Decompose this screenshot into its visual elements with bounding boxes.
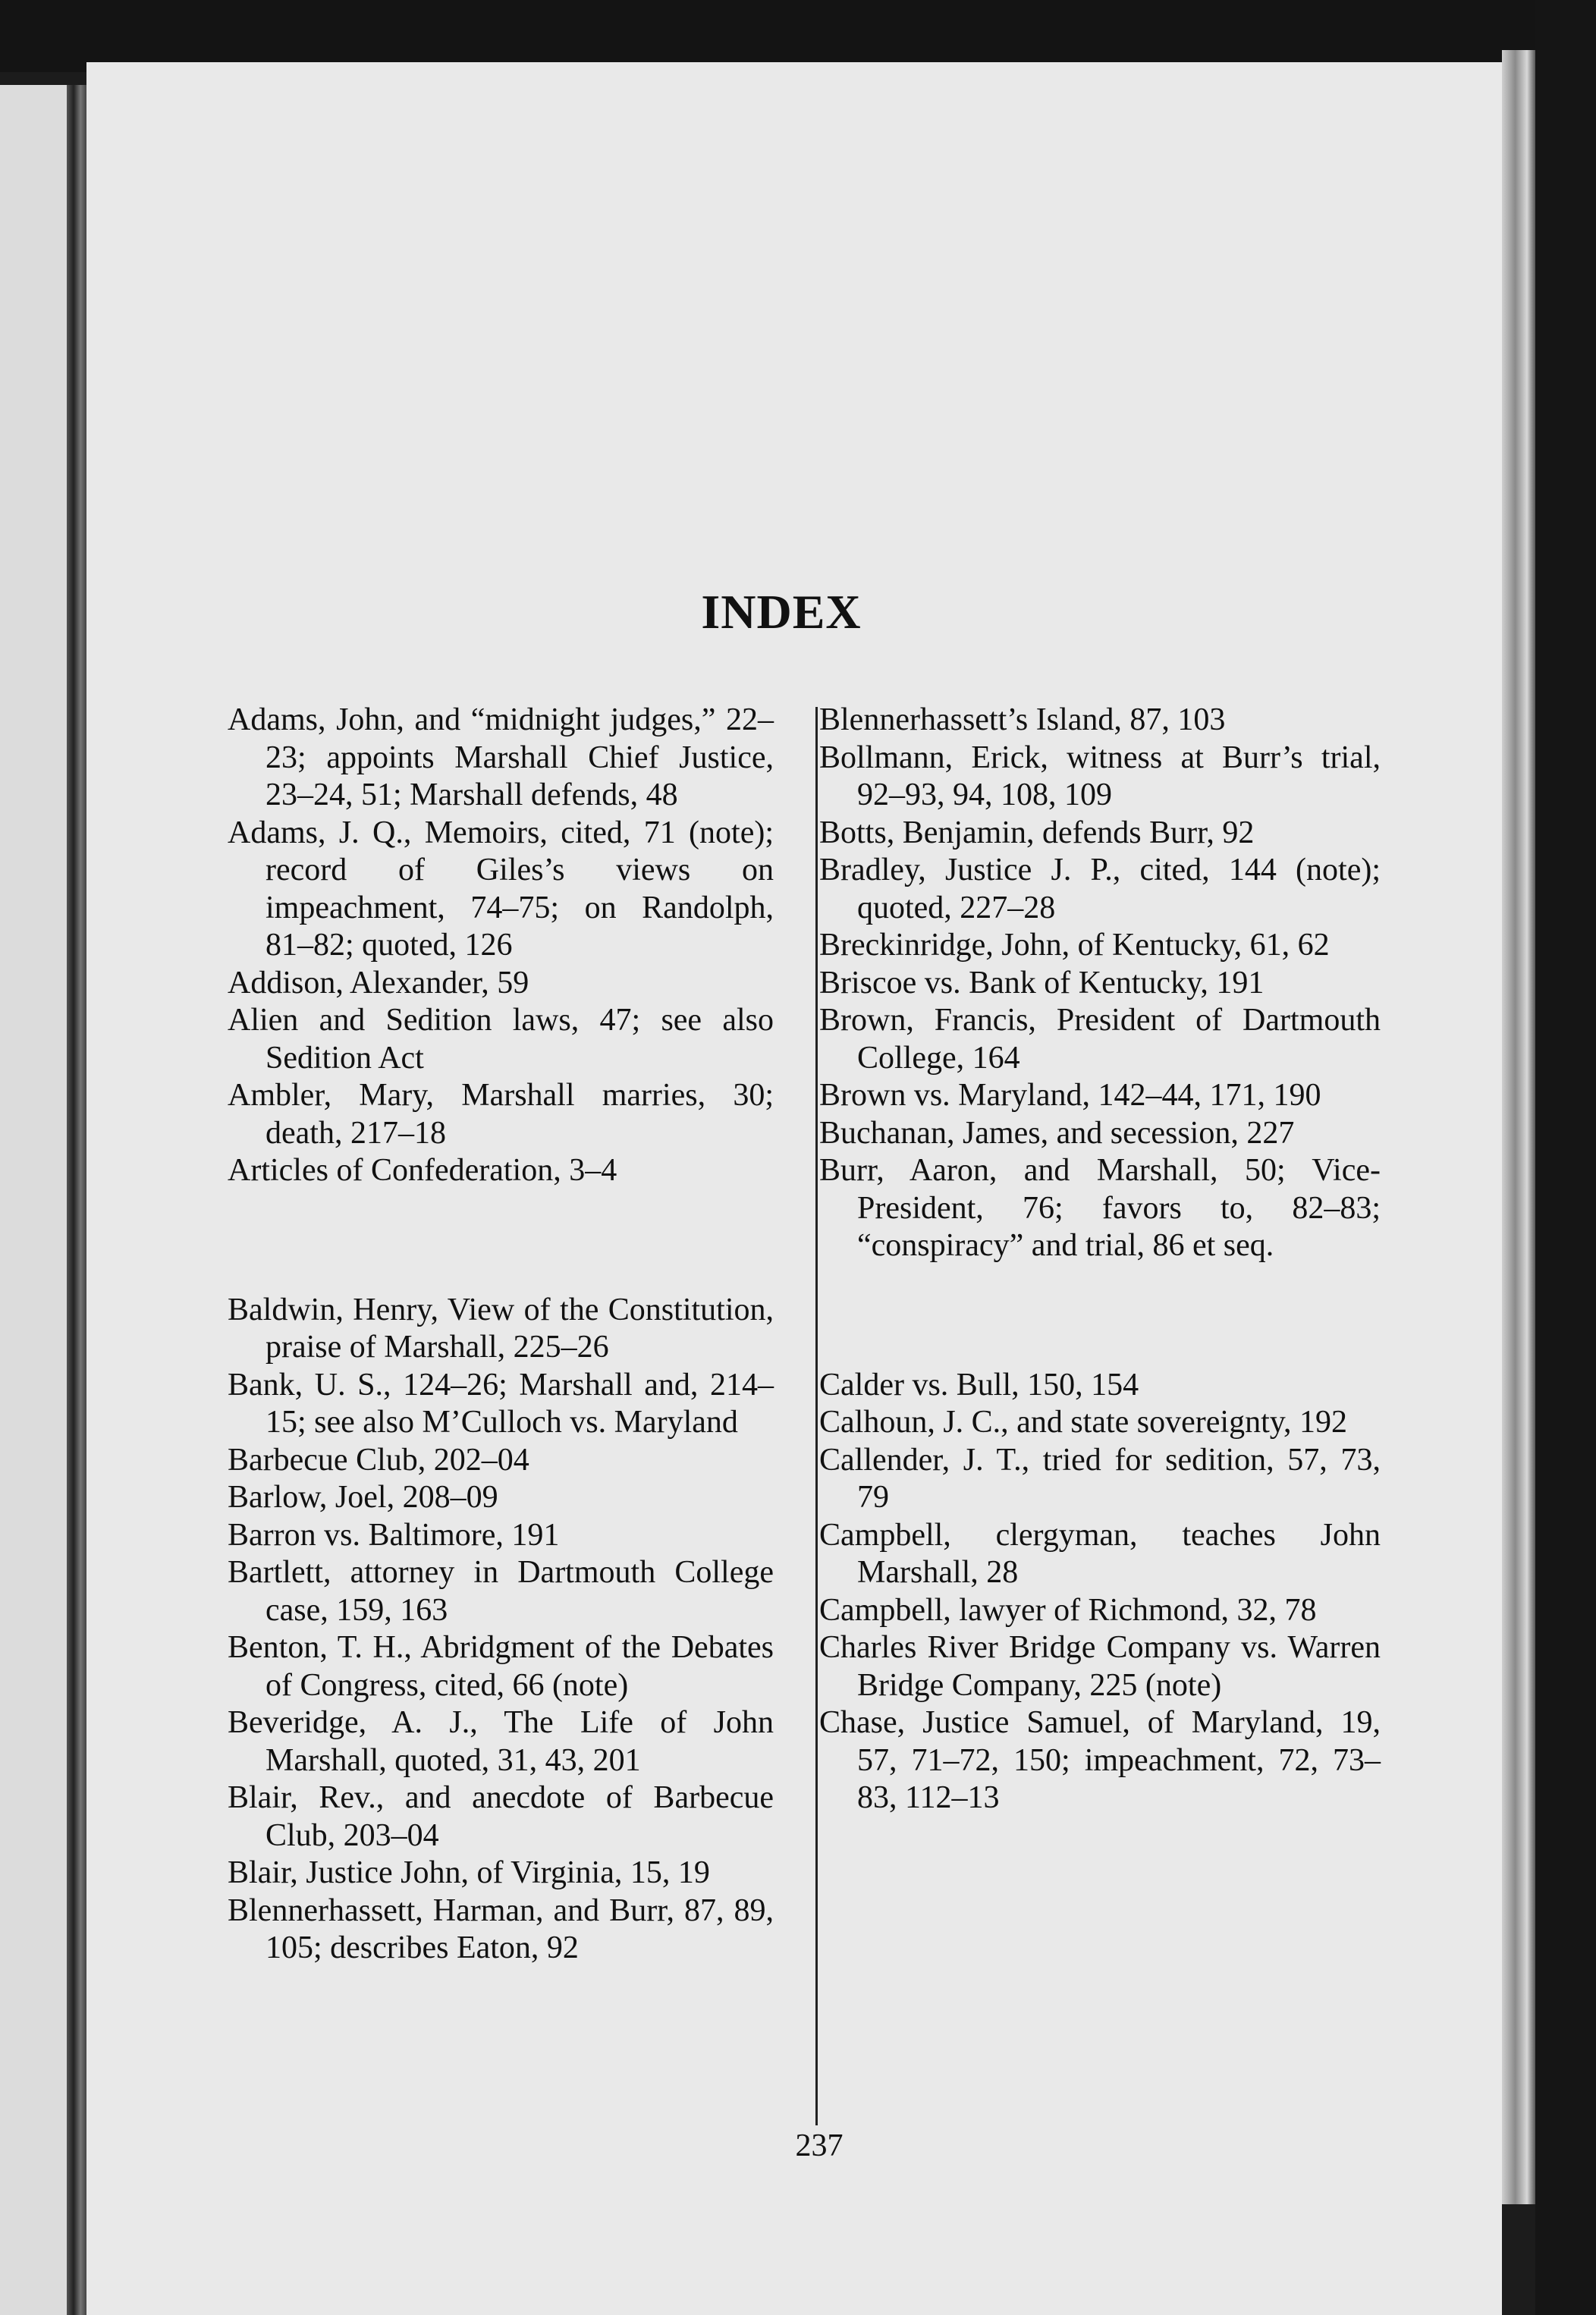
index-entry: Barron vs. Baltimore, 191: [228, 1517, 560, 1553]
index-entry: Campbell, lawyer of Richmond, 32, 78: [819, 1592, 1317, 1628]
index-entry: Adams, J. Q., Memoirs, cited, 71 (note); record of Giles’s views on impeachment, 74–75; on Randolph, 81–82; quoted, 126: [228, 815, 774, 963]
page-stack-edge: [1502, 50, 1535, 2204]
scan-right-margin: [1535, 0, 1596, 2315]
index-entry: Blair, Justice John, of Virginia, 15, 19: [228, 1855, 710, 1890]
index-entry: Campbell, clergyman, teaches John Marshall, 28: [819, 1517, 1381, 1590]
index-entry: Bradley, Justice J. P., cited, 144 (note); quoted, 227–28: [819, 853, 1381, 925]
index-column-right: [819, 702, 1381, 1817]
index-entry: Blennerhassett’s Island, 87, 103: [819, 702, 1226, 737]
index-entry: Baldwin, Henry, View of the Constitution, praise of Marshall, 225–26: [228, 1292, 774, 1365]
index-entry: Bollmann, Erick, witness at Burr’s trial, 92–93, 94, 108, 109: [819, 740, 1381, 812]
index-entry: Bank, U. S., 124–26; Marshall and, 214–15; see also M’Culloch vs. Maryland: [228, 1367, 774, 1440]
column-divider: [815, 707, 818, 2125]
letter-section-gap: [819, 1297, 1381, 1335]
index-entry: Adams, John, and “midnight judges,” 22–23; appoints Marshall Chief Justice, 23–24, 51; Marshall defends, 48: [228, 702, 774, 812]
page-number: 237: [795, 2128, 844, 2163]
scan-top-margin: [0, 0, 1596, 72]
index-entry: Breckinridge, John, of Kentucky, 61, 62: [819, 928, 1330, 963]
index-entry: Alien and Sedition laws, 47; see also Sedition Act: [228, 1003, 774, 1076]
index-entry: Addison, Alexander, 59: [228, 965, 529, 1000]
index-entry: Calhoun, J. C., and state sovereignty, 192: [819, 1405, 1348, 1440]
letter-section-gap: [228, 1222, 774, 1260]
index-entry: Articles of Confederation, 3–4: [228, 1153, 617, 1188]
index-entry: Barlow, Joel, 208–09: [228, 1480, 498, 1515]
index-entry: Bartlett, attorney in Dartmouth College case, 159, 163: [228, 1555, 774, 1628]
index-column-left: [228, 702, 774, 1968]
index-entry: Benton, T. H., Abridgment of the Debates of Congress, cited, 66 (note): [228, 1630, 774, 1703]
index-title: INDEX: [701, 585, 862, 639]
index-entry: Ambler, Mary, Marshall marries, 30; death, 217–18: [228, 1078, 774, 1151]
index-entry: Beveridge, A. J., The Life of John Marshall, quoted, 31, 43, 201: [228, 1705, 774, 1778]
index-entry: Calder vs. Bull, 150, 154: [819, 1367, 1139, 1403]
index-entry: Callender, J. T., tried for sedition, 57, 73, 79: [819, 1442, 1381, 1515]
index-entry: Buchanan, James, and secession, 227: [819, 1115, 1295, 1151]
index-entry: Chase, Justice Samuel, of Maryland, 19, 57, 71–72, 150; impeachment, 72, 73–83, 112–13: [819, 1705, 1381, 1815]
index-entry: Brown vs. Maryland, 142–44, 171, 190: [819, 1078, 1321, 1113]
index-entry: Blennerhassett, Harman, and Burr, 87, 89, 105; describes Eaton, 92: [228, 1893, 774, 1965]
book-gutter: [67, 85, 86, 2315]
index-entry: Barbecue Club, 202–04: [228, 1442, 529, 1478]
index-entry: Blair, Rev., and anecdote of Barbecue Club, 203–04: [228, 1780, 774, 1853]
index-entry: Botts, Benjamin, defends Burr, 92: [819, 815, 1255, 850]
index-entry: Burr, Aaron, and Marshall, 50; Vice-President, 76; favors to, 82–83; “conspiracy” and trial, 86 et seq.: [819, 1153, 1381, 1263]
index-entry: Brown, Francis, President of Dartmouth College, 164: [819, 1003, 1381, 1076]
index-entry: Briscoe vs. Bank of Kentucky, 191: [819, 965, 1265, 1000]
facing-page-edge: [0, 85, 76, 2315]
index-entry: Charles River Bridge Company vs. Warren Bridge Company, 225 (note): [819, 1630, 1381, 1703]
